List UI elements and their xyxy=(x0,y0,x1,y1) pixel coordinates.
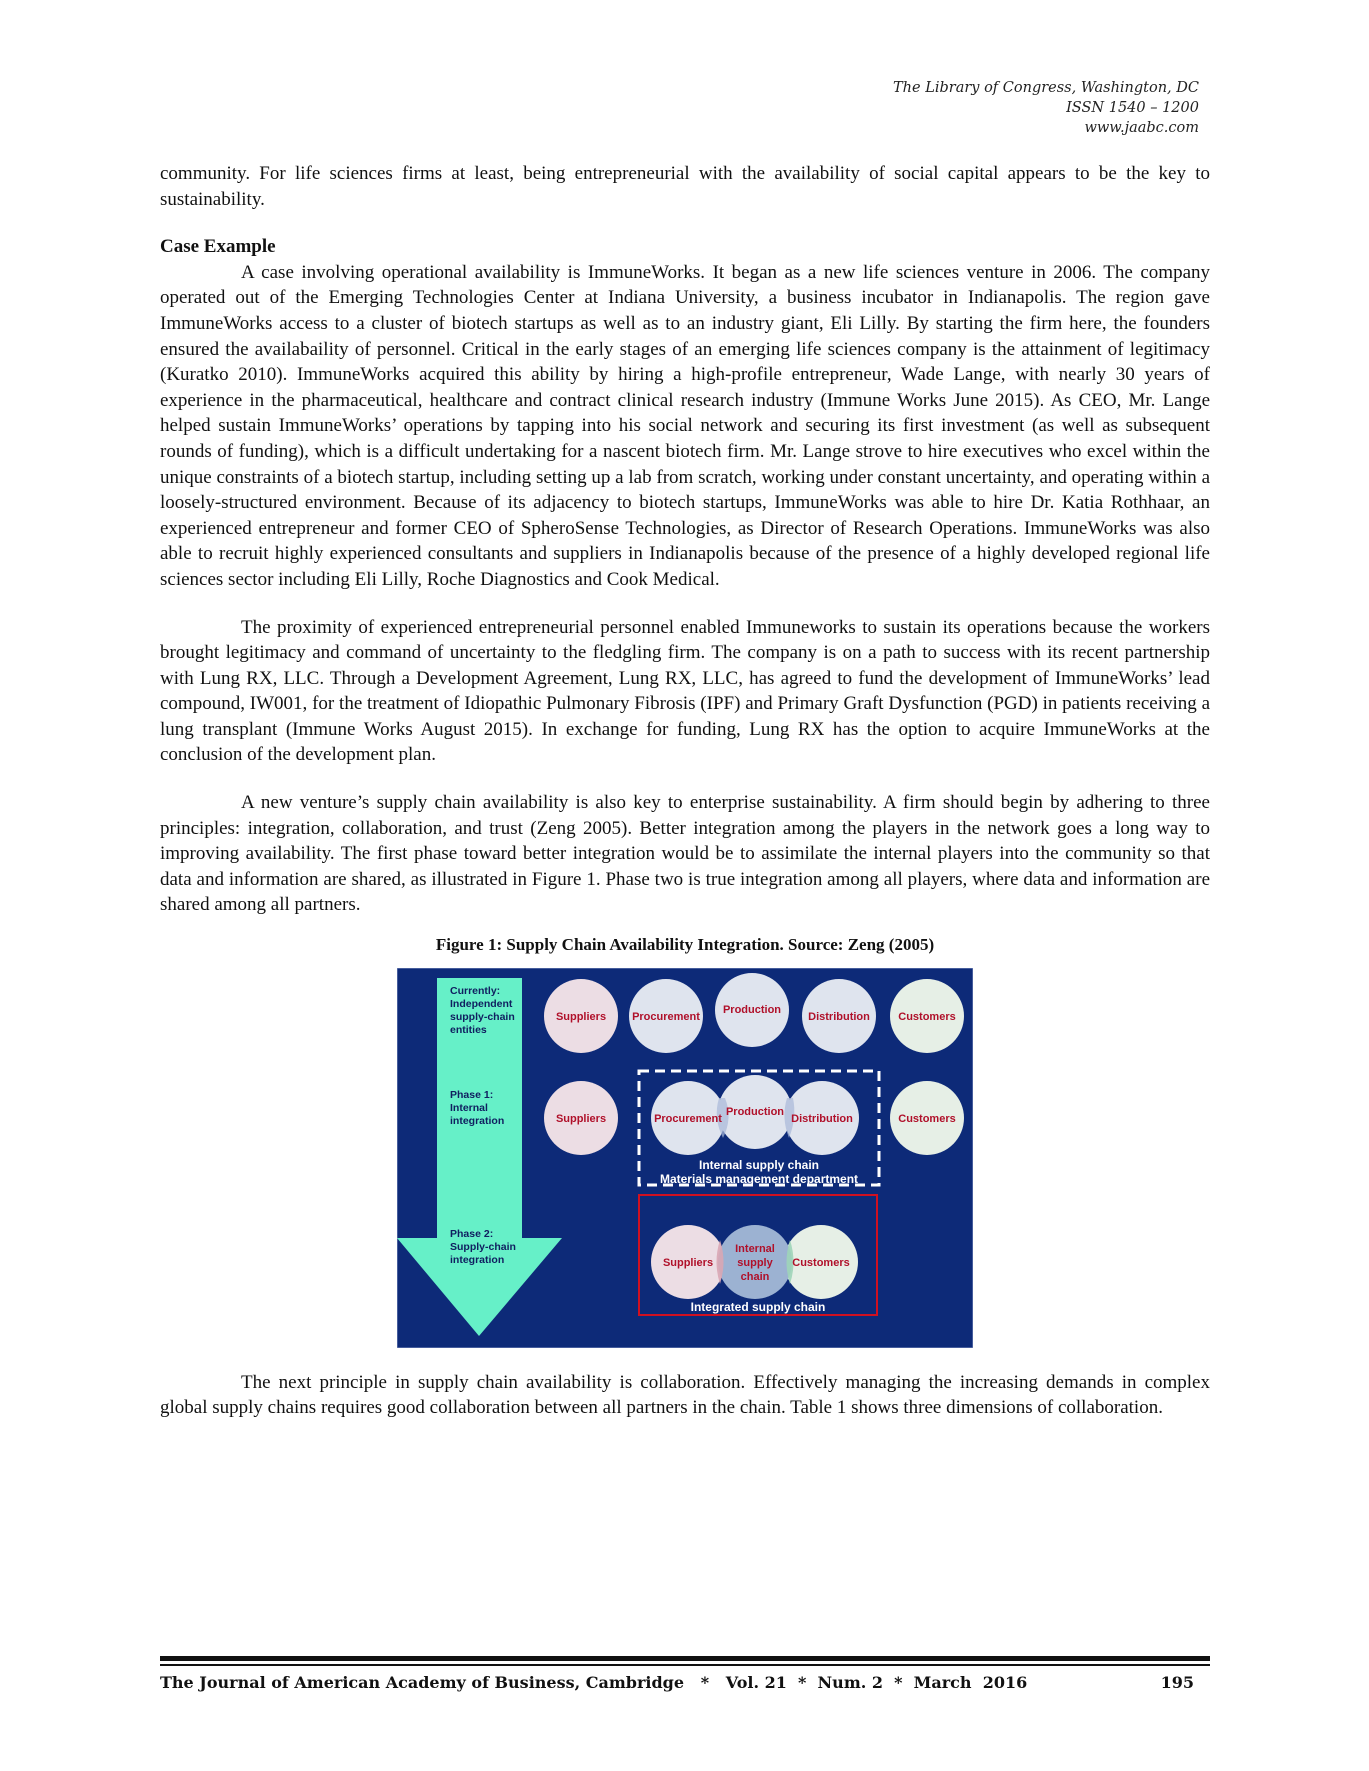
supply-chain-figure xyxy=(397,968,973,1348)
intro-paragraph: community. For life sciences firms at least, being entrepreneurial with the availability of social capital appears to be the key to sustainability. xyxy=(160,163,1210,210)
row1-production-label: Production xyxy=(722,1003,782,1016)
footer-rule-thick xyxy=(160,1656,1210,1661)
article-body xyxy=(160,161,1210,1421)
arrow-currently-3: supply-chain xyxy=(450,1010,515,1023)
arrow-currently-1: Currently: xyxy=(450,984,501,997)
row3-suppliers-label: Suppliers xyxy=(662,1256,714,1269)
case-paragraph: A case involving operational availability is ImmuneWorks. It began as a new life sciences venture in 2006. The company operated out of the Emerging Technologies Center at Indiana University, a business incubator in Indianapolis. The region gave ImmuneWorks access to a cluster of biotech startups as well as to an industry giant, Eli Lilly. By starting the firm here, the founders ensured the availabaility of personnel. Critical in the early stages of an emerging life sciences company is the attainment of legitimacy (Kuratko 2010). ImmuneWorks acquired this ability by hiring a high-profile entrepreneur, Wade Lange, with nearly 30 years of experience in the pharmaceutical, healthcare and contract clinical research industry (Immune Works June 2015). As CEO, Mr. Lange helped sustain ImmuneWorks’ operations by tapping into his social network and securing its first investment (as well as subsequent rounds of funding), which is a difficult undertaking for a nascent biotech firm. Mr. Lange strove to hire executives who excel within the unique constraints of a biotech startup, including setting up a lab from scratch, working under constant uncertainty, and operating within a loosely-structured environment. Because of its adjacency to biotech startups, ImmuneWorks was able to hire Dr. Katia Rothhaar, an experienced entrepreneur and former CEO of SpheroSense Technologies, as Director of Research Operations. ImmuneWorks was also able to recruit highly experienced consultants and suppliers in Indianapolis because of the presence of a highly developed regional life sciences sector including Eli Lilly, Roche Diagnostics and Cook Medical. xyxy=(160,261,1210,590)
supply-chain-paragraph: A new venture’s supply chain availability is also key to enterprise sustainability. A firm should begin by adhering to three principles: integration, collaboration, and trust (Zeng 2005). Better integration among the players in the network goes a long way to improving availability. The first phase toward better integration would be to assimilate the internal players into the community so that data and information are shared, as illustrated in Figure 1. Phase two is true integration among all players, where data and information are shared among all partners. xyxy=(160,792,1210,916)
row3-internal-label-3: chain xyxy=(740,1270,770,1283)
row3-internal-label-1: Internal xyxy=(735,1242,775,1255)
header-line-3: www.jaabc.com xyxy=(1084,120,1199,136)
footer-rule-thin xyxy=(160,1664,1210,1666)
row2-suppliers-label: Suppliers xyxy=(555,1112,607,1125)
internal-chain-label: Internal supply chain xyxy=(698,1157,820,1172)
row1-procurement-label: Procurement xyxy=(632,1010,700,1023)
row3-internal-label-2: supply xyxy=(737,1256,773,1269)
arrow-currently-4: entities xyxy=(450,1023,487,1036)
arrow-phase2-2: Supply-chain xyxy=(450,1240,516,1253)
arrow-phase1-1: Phase 1: xyxy=(450,1088,494,1101)
header-line-2: ISSN 1540 – 1200 xyxy=(1066,100,1199,116)
page-number: 195 xyxy=(1160,1673,1194,1692)
row2-production-label: Production xyxy=(725,1105,785,1118)
proximity-paragraph: The proximity of experienced entrepreneurial personnel enabled Immuneworks to sustain its operations because the workers brought legitimacy and command of uncertainty to the fledgling firm. The company is on a path to success with its recent partnership with Lung RX, LLC. Through a Development Agreement, Lung RX, LLC, has agreed to fund the development of ImmuneWorks’ lead compound, IW001, for the treatment of Idiopathic Pulmonary Fibrosis (IPF) and Primary Graft Dysfunction (PGD) in patients receiving a lung transplant (Immune Works August 2015). In exchange for funding, Lung RX has the option to acquire ImmuneWorks at the conclusion of the development plan. xyxy=(160,616,1210,766)
arrow-phase1-2: Internal xyxy=(450,1101,488,1114)
row2-customers-label: Customers xyxy=(898,1112,956,1125)
arrow-phase2-3: integration xyxy=(450,1253,505,1266)
arrow-phase2-1: Phase 2: xyxy=(450,1227,494,1240)
row1-suppliers-label: Suppliers xyxy=(555,1010,607,1023)
section-heading: Case Example xyxy=(160,236,276,258)
integrated-chain-label: Integrated supply chain xyxy=(690,1299,826,1314)
running-header xyxy=(893,78,1199,138)
row3-customers-label: Customers xyxy=(792,1256,850,1269)
figure-caption: Figure 1: Supply Chain Availability Integration. Source: Zeng (2005) xyxy=(435,935,935,955)
arrow-phase1-3: integration xyxy=(450,1114,505,1127)
row1-customers-label: Customers xyxy=(898,1010,956,1023)
row2-procurement-label: Procurement xyxy=(654,1112,722,1125)
header-line-1: The Library of Congress, Washington, DC xyxy=(893,80,1199,96)
row1-distribution-label: Distribution xyxy=(808,1010,870,1023)
row2-distribution-label: Distribution xyxy=(791,1112,853,1125)
collaboration-paragraph: The next principle in supply chain availability is collaboration. Effectively managing the increasing demands in complex global supply chains requires good collaboration between all partners in the chain. Table 1 shows three dimensions of collaboration. xyxy=(160,1371,1210,1419)
footer-journal-line: The Journal of American Academy of Business, Cambridge * Vol. 21 * Num. 2 * March 2016 xyxy=(160,1673,1028,1692)
materials-dept-label: Materials management department xyxy=(659,1171,859,1186)
arrow-currently-2: Independent xyxy=(450,997,513,1010)
